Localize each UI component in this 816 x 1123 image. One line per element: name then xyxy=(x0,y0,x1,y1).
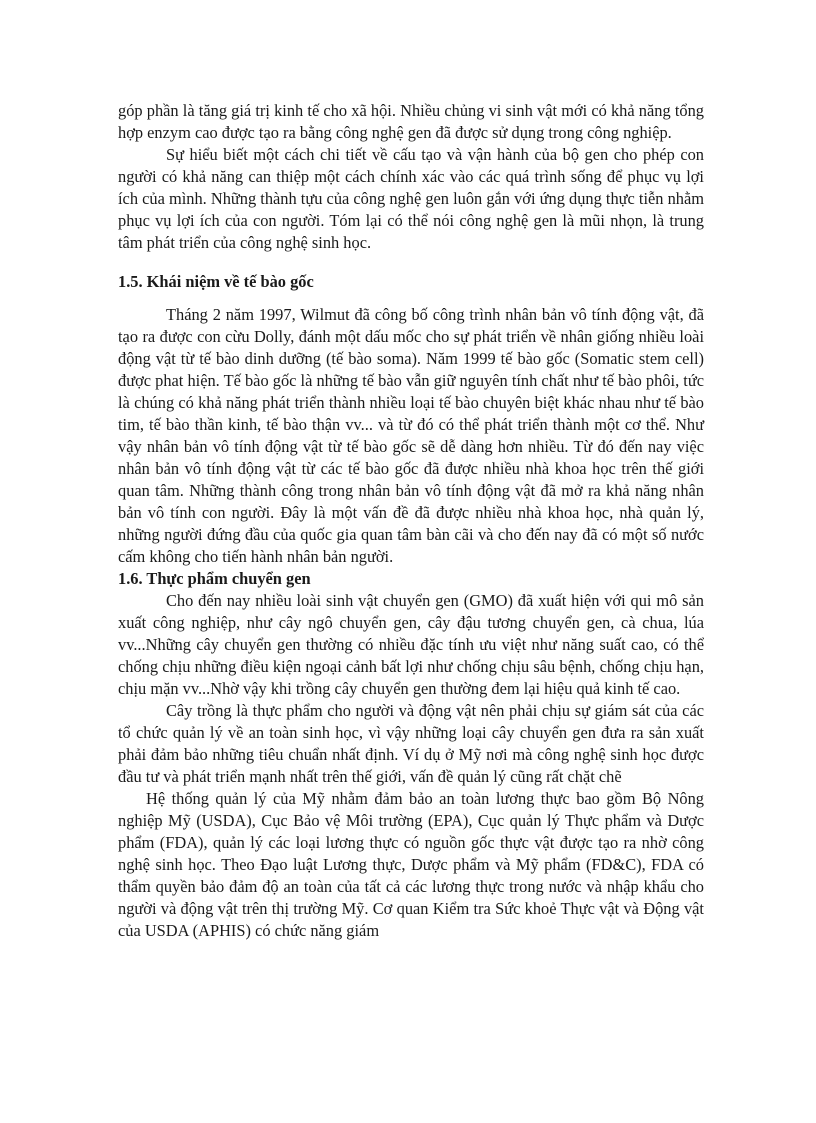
section-heading-gmo-food: 1.6. Thực phẩm chuyển gen xyxy=(118,569,311,588)
spacer xyxy=(118,254,704,271)
paragraph-us-regulation: Hệ thống quản lý của Mỹ nhằm đảm bảo an toàn lương thực bao gồm Bộ Nông nghiệp Mỹ (USDA), Cục Bảo vệ Môi trường (EPA), Cục quản lý Thực phẩm và Dược phẩm (FDA), quản lý các loại lương thực có nguồn gốc thực vật được tạo ra nhờ công nghệ sinh học. Theo Đạo luật Lương thực, Dược phẩm và Mỹ phẩm (FD&C), FDA có thẩm quyền bảo đảm độ an toàn của tất cả các lương thực trong nước và nhập khẩu cho người và động vật trên thị trường Mỹ. Cơ quan Kiểm tra Sức khoẻ Thực vật và Động vật của USDA (APHIS) có chức năng giám xyxy=(118,789,704,940)
paragraph-biosafety: Cây trồng là thực phẩm cho người và động vật nên phải chịu sự giám sát của các tổ chức quản lý về an toàn sinh học, vì vậy những loại cây chuyển gen đưa ra sản xuất phải đảm bảo những tiêu chuẩn nhất định. Ví dụ ở Mỹ nơi mà công nghệ sinh học được đầu tư và phát triển mạnh nhất trên thế giới, vấn đề quản lý cũng rất chặt chẽ xyxy=(118,701,704,786)
paragraph-dolly-stem-cell: Tháng 2 năm 1997, Wilmut đã công bố công trình nhân bản vô tính động vật, đã tạo ra được con cừu Dolly, đánh một dấu mốc cho sự phát triển về nhân giống nhiều loài động vật từ tế bào dinh dưỡng (tế bào soma). Năm 1999 tế bào gốc (Somatic stem cell) được phat hiện. Tế bào gốc là những tế bào vẫn giữ nguyên tính chất như tế bào phôi, tức là chúng có khả năng phát triển thành nhiều loại tế bào chuyên biệt khác nhau như tế bào tim, tế bào thần kinh, tế bào thận vv... và từ đó có thể phát triển thành một cơ thể. Như vậy nhân bản vô tính động vật từ tế bào gốc sẽ dễ dàng hơn nhiều. Từ đó đến nay việc nhân bản vô tính động vật từ các tế bào gốc đã được nhiều nhà khoa học trên thế giới quan tâm. Những thành công trong nhân bản vô tính động vật đã mở ra khả năng nhân bản vô tính con người. Đây là một vấn đề đã được nhiều nhà khoa học, nhà quản lý, những người đứng đầu của quốc gia quan tâm bàn cãi và cho đến nay đã có một số nước cấm không cho tiến hành nhân bản người. xyxy=(118,305,704,566)
paragraph-gene-enzyme: góp phần là tăng giá trị kinh tế cho xã hội. Nhiều chủng vi sinh vật mới có khả năng tổng hợp enzym cao được tạo ra bằng công nghệ gen đã được sử dụng trong công nghiệp. xyxy=(118,101,704,142)
section-heading-stem-cell: 1.5. Khái niệm về tế bào gốc xyxy=(118,272,314,291)
document-page xyxy=(118,100,704,942)
paragraph-gmo-crops: Cho đến nay nhiều loài sinh vật chuyển gen (GMO) đã xuất hiện với qui mô sản xuất công nghiệp, như cây ngô chuyển gen, cây đậu tương chuyển gen, cà chua, lúa vv...Những cây chuyển gen thường có nhiều đặc tính ưu việt như năng suất cao, có thể chống chịu những điều kiện ngoại cảnh bất lợi như chống chịu sâu bệnh, chống chịu hạn, chịu mặn vv...Nhờ vậy khi trồng cây chuyển gen thường đem lại hiệu quả kinh tế cao. xyxy=(118,591,704,698)
paragraph-genome-understanding: Sự hiểu biết một cách chi tiết về cấu tạo và vận hành của bộ gen cho phép con người có khả năng can thiệp một cách chính xác vào các quá trình sống để phục vụ lợi ích của mình. Những thành tựu của công nghệ gen luôn gắn với ứng dụng thực tiễn nhằm phục vụ lợi ích của con người. Tóm lại có thể nói công nghệ gen là mũi nhọn, là trung tâm phát triển của công nghệ sinh học. xyxy=(118,145,704,252)
spacer xyxy=(118,293,704,304)
